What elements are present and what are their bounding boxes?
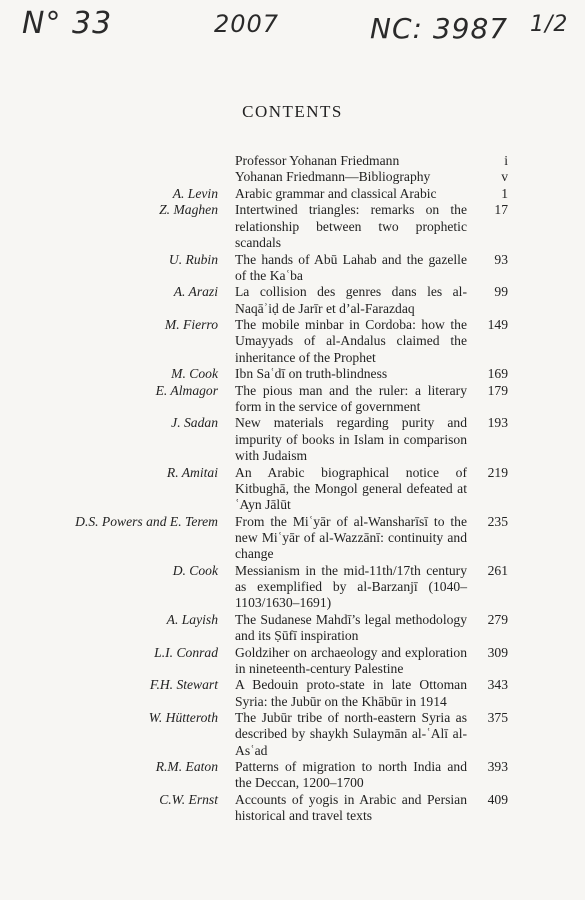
toc-title: Professor Yohanan Friedmann xyxy=(235,153,400,168)
toc-author: U. Rubin xyxy=(168,251,218,267)
toc-entry xyxy=(0,677,585,710)
toc-entry xyxy=(0,383,585,416)
toc-title: From the Miʿyār of al-Wansharīsī to the new Miʿyār of al-Wazzānī: continuity and change xyxy=(235,513,467,562)
table-of-contents xyxy=(0,153,585,825)
toc-author: L.I. Conrad xyxy=(154,644,218,660)
toc-title: Intertwined triangles: remarks on the relationship between two prophetic scandals xyxy=(235,202,467,251)
toc-entry xyxy=(0,759,585,792)
toc-entry xyxy=(0,792,585,825)
toc-entry xyxy=(0,252,585,285)
toc-title: Arabic grammar and classical Arabic xyxy=(235,185,437,201)
toc-page-number: 93 xyxy=(494,251,508,267)
toc-entry xyxy=(0,645,585,678)
toc-title: Messianism in the mid-11th/17th century as exemplified by al-Barzanjī (1040–1103/1630–1691) xyxy=(235,562,467,611)
toc-author: J. Sadan xyxy=(171,415,218,431)
toc-title: The Sudanese Mahdī’s legal methodology and its Ṣūfī inspiration xyxy=(235,611,467,644)
toc-entry xyxy=(0,202,585,251)
handwritten-fraction: 1/2 xyxy=(530,12,569,37)
page-title: CONTENTS xyxy=(242,102,343,121)
toc-author: C.W. Ernst xyxy=(159,791,218,807)
toc-author: R.M. Eaton xyxy=(155,759,218,775)
toc-entry xyxy=(0,284,585,317)
toc-page-number: 279 xyxy=(487,611,508,627)
toc-entry xyxy=(0,186,585,202)
toc-title: The mobile minbar in Cordoba: how the Umayyads of al-Andalus claimed the inheritance of the Prophet xyxy=(235,317,467,365)
toc-author: E. Almagor xyxy=(155,382,218,398)
toc-entry xyxy=(0,514,585,563)
handwritten-year: 2007 xyxy=(214,10,280,38)
toc-title: The pious man and the ruler: a literary form in the service of government xyxy=(235,382,467,414)
toc-title: Accounts of yogis in Arabic and Persian historical and travel texts xyxy=(235,791,467,824)
toc-title: Goldziher on archaeology and exploration in nineteenth-century Palestine xyxy=(235,644,467,676)
toc-page-number: 309 xyxy=(487,644,508,660)
toc-entry xyxy=(0,415,585,464)
handwritten-call-number: NC: 3987 xyxy=(370,12,509,45)
toc-page-number: 99 xyxy=(494,284,508,300)
toc-title: Ibn Saʿdī on truth-blindness xyxy=(235,366,388,382)
toc-title: New materials regarding purity and impurity of books in Islam in comparison with Judaism xyxy=(235,415,467,464)
toc-title: The Jubūr tribe of north-eastern Syria as described by shaykh Sulaymān al-ʿAlī al-Asʿad xyxy=(235,710,467,758)
toc-page-number: 193 xyxy=(487,415,508,431)
toc-author: F.H. Stewart xyxy=(149,677,218,693)
toc-title: Patterns of migration to north India and the Deccan, 1200–1700 xyxy=(235,759,467,791)
toc-author: A. Levin xyxy=(172,185,218,201)
toc-page-number: 169 xyxy=(487,366,508,382)
toc-page-number: 17 xyxy=(494,202,508,218)
toc-page-number: 409 xyxy=(487,791,508,807)
toc-page-number: 149 xyxy=(487,317,508,333)
toc-title: The hands of Abū Lahab and the gazelle of the Kaʿba xyxy=(235,251,467,283)
toc-title: An Arabic biographical notice of Kitbughā, the Mongol general defeated at ʿAyn Jālūt xyxy=(235,464,467,513)
toc-page-number: 219 xyxy=(487,464,508,480)
toc-page-number: 375 xyxy=(487,710,508,726)
toc-author: W. Hütteroth xyxy=(148,710,218,726)
toc-entry xyxy=(0,366,585,382)
toc-author: A. Arazi xyxy=(173,284,218,300)
toc-entry xyxy=(0,317,585,366)
toc-entry xyxy=(0,465,585,514)
toc-page-number: 179 xyxy=(487,382,508,398)
toc-page-number: 1 xyxy=(501,185,508,201)
toc-author: D. Cook xyxy=(172,562,218,578)
toc-page-number: i xyxy=(504,153,508,168)
handwritten-number: N° 33 xyxy=(22,6,113,41)
toc-page-number: v xyxy=(501,169,508,185)
toc-entry xyxy=(0,612,585,645)
toc-title: A Bedouin proto-state in late Ottoman Syria: the Jubūr on the Khābūr in 1914 xyxy=(235,677,467,709)
toc-entry xyxy=(0,563,585,612)
toc-author: M. Cook xyxy=(171,366,218,382)
toc-title: Yohanan Friedmann—Bibliography xyxy=(235,169,431,185)
toc-entry xyxy=(0,169,585,185)
toc-author: D.S. Powers and E. Terem xyxy=(75,513,218,529)
toc-entry xyxy=(0,710,585,759)
toc-entry xyxy=(0,153,585,169)
toc-author: Z. Maghen xyxy=(159,202,218,218)
toc-page-number: 343 xyxy=(487,677,508,693)
toc-author: M. Fierro xyxy=(164,317,218,333)
toc-page-number: 393 xyxy=(487,759,508,775)
toc-page-number: 235 xyxy=(487,513,508,529)
toc-page-number: 261 xyxy=(487,562,508,578)
toc-author: R. Amitai xyxy=(166,464,218,480)
toc-author: A. Layish xyxy=(166,611,218,627)
toc-title: La collision des genres dans les al-Naqāʾiḍ de Jarīr et d’al-Farazdaq xyxy=(235,284,467,316)
